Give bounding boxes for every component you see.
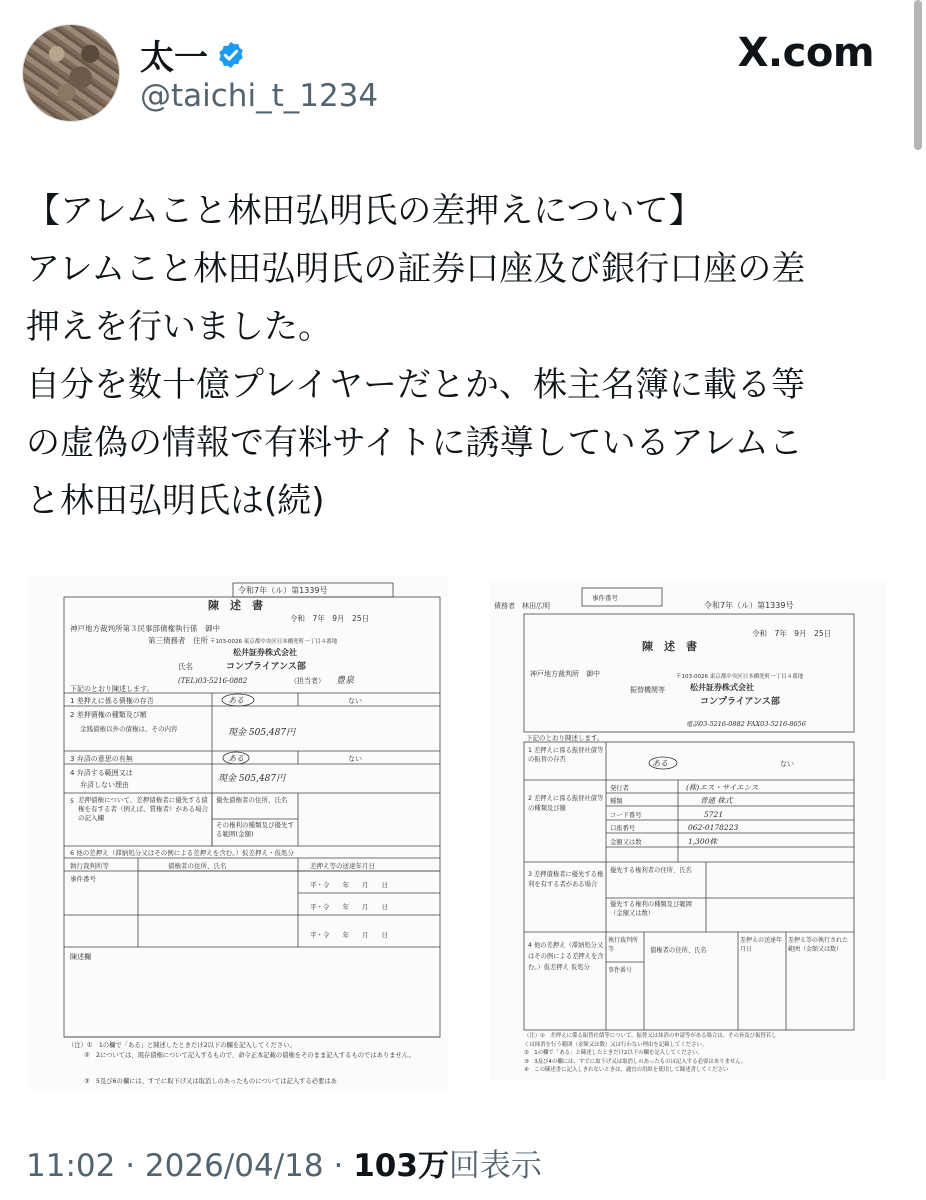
doc-left-row5-label: 差押債権について、差押債権者に優先する債権を有する者（例えば、質権者）がある場合の記入欄: [78, 796, 208, 822]
doc-right-title: 陳 述 書: [642, 640, 697, 653]
doc-right-row4-head-3: 差押えの送達年月日: [740, 937, 783, 953]
doc-left-row1-answer: ある: [228, 696, 244, 705]
doc-right-row3-c1: 優先する権利者の住所、氏名: [610, 867, 692, 874]
doc-right-notes: [524, 1032, 884, 1075]
doc-left-note-1: （注）① 1の欄で「ある」と陳述したときだけ2以下の欄を記入してください。: [68, 1042, 296, 1049]
doc-left-subhead-3: 差押え等の送達年月日: [310, 862, 375, 870]
doc-right-tel: 電話03-5216-0882 FAX03-5216-8656: [686, 720, 806, 728]
doc-left-note-2: ② 2については、現存債権について記入するもので、命令正本記載の債権をそのまま記入するものではありません。: [84, 1052, 415, 1059]
doc-left-signature: 豊泉: [336, 676, 355, 686]
doc-left-row1-alt: ない: [348, 697, 362, 705]
doc-right-case-no: 令和7年（ル）第1339号: [704, 601, 794, 610]
doc-left-title: 陳 述 書: [208, 599, 263, 612]
doc-left-row2-label: 2 差押債権の種類及び額: [70, 711, 147, 719]
attached-image-statement-right[interactable]: [490, 580, 886, 1080]
doc-right-field-key: 金額又は数: [610, 839, 642, 846]
doc-left-case-label: 事件番号: [70, 875, 96, 883]
doc-left-subhead-2: 債権者の住所、氏名: [168, 862, 227, 870]
doc-right-note: くは抹消を行う範囲（金額又は数）又は行わない理由を記載してください。: [524, 1041, 708, 1048]
doc-right-field-key: コード番号: [610, 812, 642, 819]
doc-left-row5-c1: 優先債権者の住所、氏名: [216, 796, 288, 804]
doc-left-row2-sub: 金銭債権以外の債権は、その内容: [80, 725, 178, 733]
attached-image-statement-left[interactable]: [28, 575, 448, 1090]
doc-left-date: 令和 7年 9月 25日: [290, 614, 370, 623]
verified-badge-icon: [216, 40, 246, 70]
doc-left-row4-sub: 弁済しない理由: [80, 781, 129, 789]
doc-right-row4-case: 事件番号: [608, 967, 633, 974]
doc-left-row3-alt: ない: [348, 755, 362, 763]
avatar[interactable]: [22, 24, 120, 122]
doc-left-row6-label: 6 他の差押え（滞納処分又はその例による差押えを含む。）仮差押え・仮処分: [70, 849, 294, 857]
doc-right-field-value: 062-0178223: [688, 823, 739, 832]
user-name-row: [140, 30, 246, 79]
tweet-line: と林田弘明氏は(続): [26, 481, 325, 521]
doc-right-row2-label: 2 差押えに係る振替社債等の種類及び額: [528, 795, 604, 812]
statement-document-left: [28, 575, 448, 1090]
doc-right-court: 神戸地方裁判所 御中: [530, 670, 600, 678]
doc-left-notes-label: 陳述欄: [70, 953, 91, 961]
doc-right-row4-head-1: 執行裁判所等: [608, 937, 639, 953]
doc-right-row1-alt: ない: [780, 760, 794, 768]
doc-left-row2-answer: 現金 505,487円: [228, 728, 296, 738]
doc-right-field-value: 5721: [704, 810, 724, 819]
doc-left-date-row-3: 平・令 年 月 日: [310, 931, 388, 939]
doc-right-org-label: 振替機関等: [630, 686, 665, 694]
doc-left-row5-no: 5: [70, 798, 75, 805]
view-count-label: 回表示: [448, 1148, 542, 1184]
doc-right-field-value: 1,300株: [688, 837, 717, 846]
doc-left-subhead-1: 執行裁判所等: [70, 862, 109, 870]
scrollbar[interactable]: [914, 0, 922, 150]
doc-left-court: 神戸地方裁判所第３民事部債権執行係 御中: [70, 624, 220, 633]
doc-left-row1-label: 1 差押えに係る債権の存否: [70, 697, 154, 705]
user-handle[interactable]: @taichi_t_1234: [140, 78, 379, 114]
doc-left-row3-label: 3 弁済の意思の有無: [70, 755, 133, 763]
tweet-text: [26, 182, 906, 530]
doc-right-row4-label: 4 他の差押え（滞納処分又はその例による差押えを含む。）仮差押え 仮処分: [528, 942, 604, 971]
doc-right-company: 松井証券株式会社: [690, 683, 754, 692]
site-logo[interactable]: X.com: [737, 30, 874, 76]
doc-right-field-value: (株)エス・サイエンス: [686, 783, 759, 792]
doc-left-person: （担当者）: [290, 677, 325, 685]
doc-left-note-3: ③ 5及び6の欄には、すでに取下げ又は取消しのあったものについては記入する必要はあ: [84, 1078, 337, 1085]
doc-right-row4-head-2: 債権者の住所、氏名: [650, 947, 707, 954]
view-count: 103万: [353, 1148, 449, 1184]
meta-separator: ·: [333, 1148, 344, 1184]
doc-right-field-key: 口座番号: [610, 825, 636, 832]
doc-right-debtor: 債務者 林田広明: [494, 602, 550, 610]
doc-left-intro: 下記のとおり陳述します。: [70, 685, 154, 693]
doc-left-third-party: 第三債務者 住所: [148, 636, 208, 645]
doc-right-field-key: 発行者: [610, 785, 629, 792]
tweet-time[interactable]: 11:02: [26, 1148, 116, 1184]
doc-right-row4-head-4: 差押え等の執行された範囲（金額又は数）: [788, 937, 849, 953]
doc-left-row5-c2: その権利の種類及び優先する範囲(金額): [216, 821, 294, 838]
doc-right-note: （注）① 差押えに係る振替社債等について、振替又は抹消の申請等がある場合は、その旨及び振替若し: [524, 1033, 777, 1039]
tweet-line: 【アレムこと林田弘明氏の差押えについて】: [26, 191, 703, 231]
doc-right-note: ④ この陳述書に記入しきれないときは、適宜の用紙を使用して陳述書してください: [524, 1067, 729, 1073]
doc-left-case-no: 令和7年（ル）第1339号: [238, 586, 328, 595]
display-name[interactable]: 太一: [140, 38, 208, 78]
doc-right-note: ② 1の欄で「ある」と陳述したときだけ2以下の欄を記入してください。: [524, 1050, 703, 1056]
doc-left-company: 松井証券株式会社: [233, 648, 297, 657]
doc-right-intro: 下記のとおり陳述します。: [526, 734, 604, 742]
doc-right-note: ③ 3及び4の欄には、すでに取下げ又は取消しのあったものは記入する必要はありません。: [524, 1058, 747, 1065]
tweet-date[interactable]: 2026/04/18: [144, 1148, 324, 1184]
doc-right-dept: コンプライアンス部: [700, 697, 780, 707]
doc-left-row4-answer: 現金 505,487円: [218, 774, 286, 784]
doc-left-address: 〒103-0026 東京都中央区日本橋兜町一丁目４番地: [210, 639, 338, 645]
tweet-line: 自分を数十億プレイヤーだとか、株主名簿に載る等: [26, 365, 805, 405]
tweet-line: の虚偽の情報で有料サイトに誘導しているアレムこ: [26, 423, 803, 463]
statement-document-right: [490, 580, 886, 1080]
doc-right-row1-label: 1 差押えに係る振替社債等の振替の存否: [528, 747, 604, 763]
tweet-meta: [26, 1140, 542, 1185]
doc-left-dept: コンプライアンス部: [226, 662, 306, 672]
doc-right-field-value: 普通 株式: [700, 796, 733, 805]
doc-left-tel: (TEL)03-5216-0882: [178, 677, 248, 685]
doc-right-address: 〒103-0026 東京都中央区日本橋兜町一丁目４番地: [676, 674, 804, 680]
doc-left-date-row-1: 平・令 年 月 日: [310, 881, 388, 889]
tweet-line: アレムこと林田弘明氏の証券口座及び銀行口座の差: [26, 249, 806, 289]
doc-left-date-row-2: 平・令 年 月 日: [310, 903, 388, 911]
doc-right-field-key: 種類: [610, 798, 623, 805]
meta-separator: ·: [125, 1148, 136, 1184]
doc-right-row1-answer: ある: [652, 759, 668, 768]
doc-left-row4-label: 4 弁済する範囲又は: [70, 769, 133, 777]
doc-left-name-label: 氏名: [178, 662, 193, 671]
tweet-line: 押えを行いました。: [26, 307, 332, 347]
doc-right-date: 令和 7年 9月 25日: [752, 629, 832, 638]
doc-right-row3-c2: 優先する権利の種類及び範囲（金額又は数）: [610, 901, 692, 917]
doc-left-row3-answer: ある: [228, 754, 244, 763]
doc-right-row3-label: 3 差押債権者に優先する権利を有する者がある場合: [528, 871, 604, 888]
doc-right-case-box: 事件番号: [592, 594, 618, 602]
